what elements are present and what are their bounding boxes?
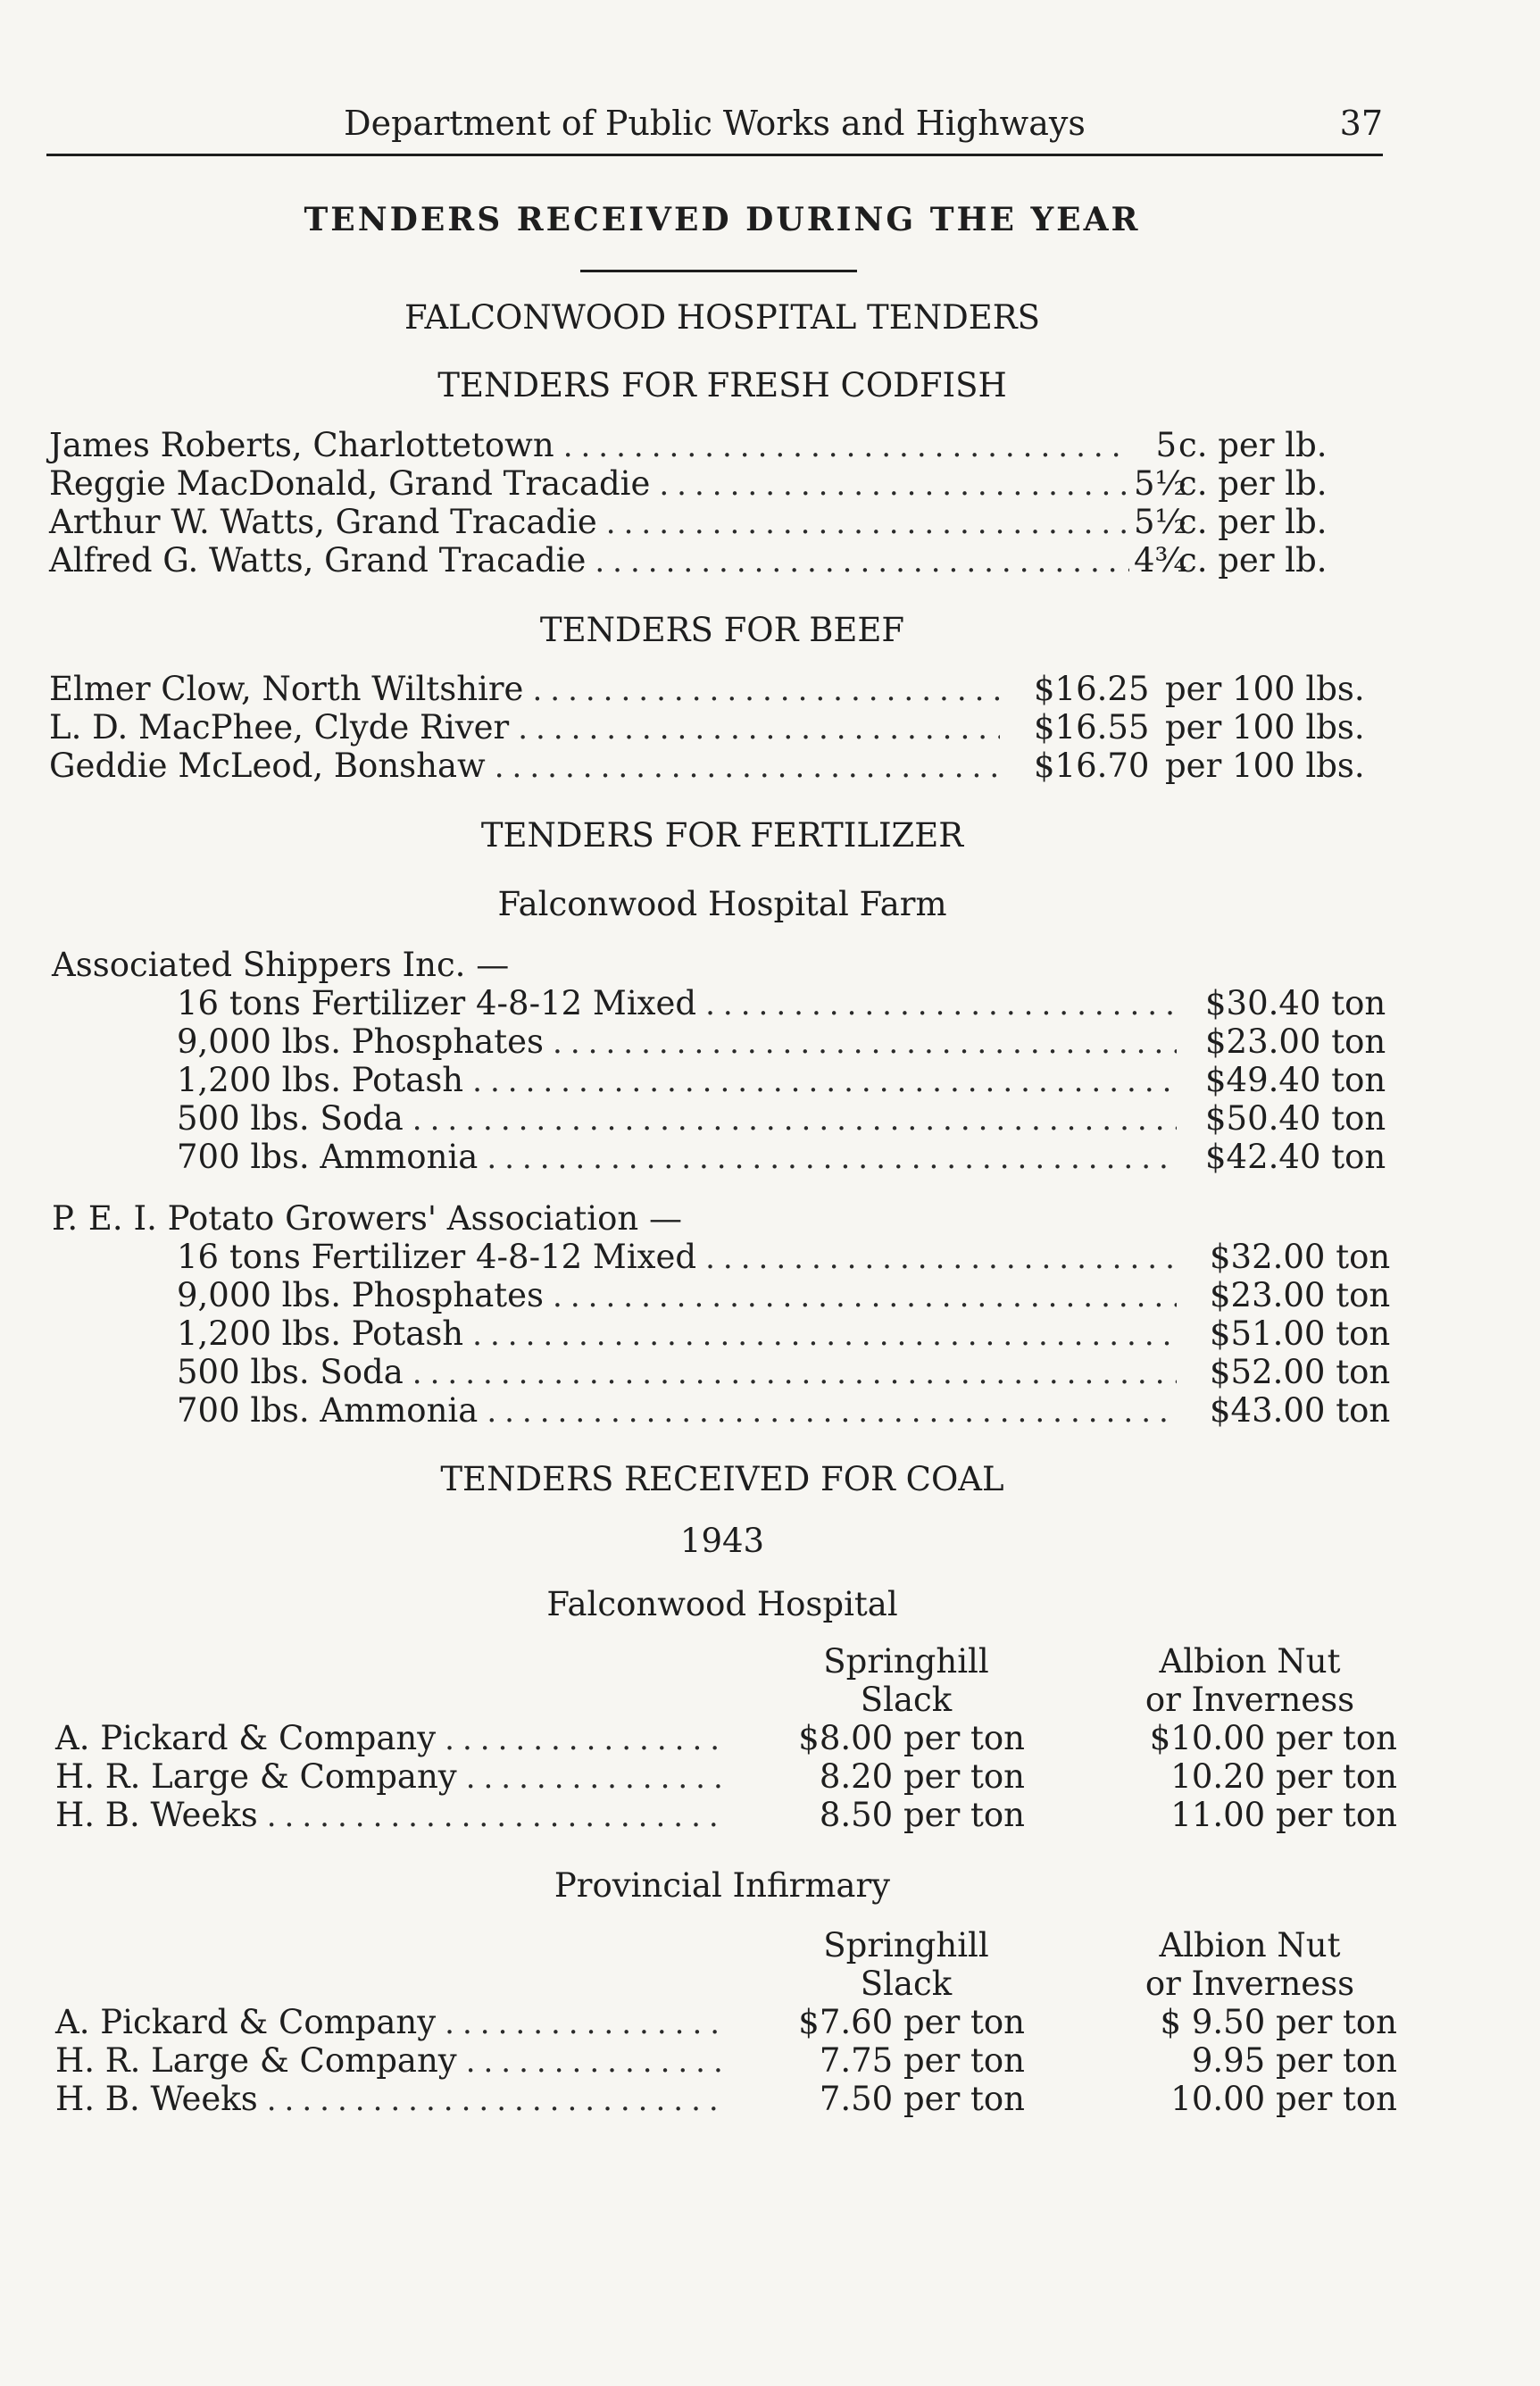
coal-row [55,2004,734,2042]
item-price: $42.40 ton [1205,1138,1386,1176]
coal-heading: TENDERS RECEIVED FOR COAL [440,1460,1004,1498]
dot-leader [495,748,1000,786]
item-price: $23.00 ton [1210,1276,1391,1314]
tenderer-name: H. R. Large & Company [55,2041,457,2080]
albion-price: 9.95 per ton [1191,2041,1397,2080]
fertilizer-row [177,1139,1186,1177]
beef-unit: per 100 lbs. [1165,708,1365,747]
column-heading-springhill: Springhill [823,1926,989,1965]
dot-leader [267,2081,725,2119]
dot-leader [553,1024,1177,1062]
codfish-unit: c. per lb. [1178,503,1328,541]
codfish-amount: 4¾ [1134,541,1187,580]
beef-row [49,747,1009,786]
tenderer-name: Reggie MacDonald, Grand Tracadie [49,464,651,503]
albion-price: 10.20 per ton [1170,1757,1397,1796]
item-description: 700 lbs. Ammonia [177,1138,479,1176]
fertilizer-heading: TENDERS FOR FERTILIZER [480,816,964,855]
fertilizer-row [177,1062,1186,1100]
column-heading-albion: Albion Nut [1159,1926,1341,1965]
beef-row [49,671,1009,709]
item-price: $43.00 ton [1210,1391,1391,1430]
dot-leader [466,1759,725,1797]
tenderer-name: A. Pickard & Company [55,1719,437,1757]
fertilizer-row [177,1315,1186,1354]
beef-price: $16.55 [1034,708,1150,747]
tenderer-name: H. B. Weeks [55,1796,258,1834]
item-price: $30.40 ton [1205,984,1386,1022]
tenderer-name: H. R. Large & Company [55,1757,457,1796]
coal-row [55,2081,734,2119]
springhill-price: 7.75 per ton [819,2041,1025,2080]
codfish-row [49,427,1138,465]
tenderer-name: James Roberts, Charlottetown [49,426,554,464]
codfish-row [49,504,1138,542]
tenderer-name: A. Pickard & Company [55,2003,437,2041]
codfish-amount: 5½ [1134,464,1187,503]
item-price: $23.00 ton [1205,1022,1386,1061]
item-price: $52.00 ton [1210,1353,1391,1391]
dot-leader [606,505,1129,542]
codfish-amount: 5½ [1134,503,1187,541]
fertilizer-row [177,1100,1186,1139]
coal-row [55,1720,734,1758]
dot-leader [553,1278,1177,1315]
beef-unit: per 100 lbs. [1165,670,1365,708]
dot-leader [412,1101,1177,1139]
springhill-price: $8.00 per ton [798,1719,1025,1757]
section-subtitle: FALCONWOOD HOSPITAL TENDERS [404,298,1040,337]
fertilizer-row [177,1354,1186,1392]
running-title: Department of Public Works and Highways [344,104,1086,143]
codfish-unit: c. per lb. [1178,464,1328,503]
item-description: 500 lbs. Soda [177,1353,404,1391]
dot-leader [532,672,1000,709]
dot-leader [595,543,1129,580]
item-description: 9,000 lbs. Phosphates [177,1022,545,1061]
column-heading-springhill: Springhill [823,1642,989,1681]
fertilizer-row [177,1392,1186,1431]
item-description: 1,200 lbs. Potash [177,1314,464,1353]
springhill-price: 7.50 per ton [819,2080,1025,2118]
beef-unit: per 100 lbs. [1165,747,1365,785]
dot-leader [472,1063,1177,1100]
tenderer-name: Alfred G. Watts, Grand Tracadie [49,541,587,580]
dot-leader [412,1355,1177,1392]
tenderer-name: Arthur W. Watts, Grand Tracadie [49,503,597,541]
tenderer-name: H. B. Weeks [55,2080,258,2118]
title-rule [580,270,857,272]
dot-leader [659,466,1129,504]
item-price: $49.40 ton [1205,1061,1386,1099]
albion-price: 10.00 per ton [1170,2080,1397,2118]
coal-group-name: Provincial Infirmary [554,1866,891,1905]
item-description: 9,000 lbs. Phosphates [177,1276,545,1314]
column-heading-inverness: or Inverness [1145,1681,1355,1719]
item-description: 1,200 lbs. Potash [177,1061,464,1099]
coal-row [55,1797,734,1835]
beef-price: $16.25 [1034,670,1150,708]
dot-leader [705,986,1177,1023]
coal-group-name: Falconwood Hospital [546,1585,898,1623]
supplier-name: P. E. I. Potato Growers' Association — [52,1199,682,1238]
coal-year: 1943 [679,1522,765,1560]
codfish-row [49,465,1138,504]
coal-row [55,2042,734,2081]
page-header [46,100,1383,156]
dot-leader [705,1239,1177,1277]
fertilizer-row [177,1277,1186,1315]
albion-price: 11.00 per ton [1170,1796,1397,1834]
column-heading-inverness: or Inverness [1145,1965,1355,2003]
column-heading-slack: Slack [860,1965,953,2003]
page-number: 37 [1339,104,1383,143]
codfish-unit: c. per lb. [1178,541,1328,580]
column-heading-albion: Albion Nut [1159,1642,1341,1681]
codfish-unit: c. per lb. [1178,426,1328,464]
dot-leader [445,1721,725,1758]
item-description: 16 tons Fertilizer 4-8-12 Mixed [177,1238,697,1276]
beef-price: $16.70 [1034,747,1150,785]
dot-leader [563,428,1129,465]
codfish-amount: 5 [1155,426,1177,464]
dot-leader [487,1139,1177,1177]
tenderer-name: L. D. MacPhee, Clyde River [49,708,510,747]
springhill-price: 8.50 per ton [819,1796,1025,1834]
albion-price: $10.00 per ton [1149,1719,1397,1757]
fertilizer-subheading: Falconwood Hospital Farm [497,885,947,923]
fertilizer-row [177,985,1186,1023]
item-description: 16 tons Fertilizer 4-8-12 Mixed [177,984,697,1022]
dot-leader [487,1393,1177,1431]
codfish-heading: TENDERS FOR FRESH CODFISH [437,366,1007,405]
item-price: $51.00 ton [1210,1314,1391,1353]
dot-leader [466,2043,725,2081]
document-title: TENDERS RECEIVED DURING THE YEAR [304,201,1141,238]
tenderer-name: Elmer Clow, North Wiltshire [49,670,524,708]
albion-price: $ 9.50 per ton [1160,2003,1397,2041]
fertilizer-row [177,1239,1186,1277]
springhill-price: $7.60 per ton [798,2003,1025,2041]
item-price: $32.00 ton [1210,1238,1391,1276]
springhill-price: 8.20 per ton [819,1757,1025,1796]
beef-row [49,709,1009,747]
tenderer-name: Geddie McLeod, Bonshaw [49,747,486,785]
dot-leader [518,710,1000,747]
item-price: $50.40 ton [1205,1099,1386,1138]
column-heading-slack: Slack [860,1681,953,1719]
item-description: 700 lbs. Ammonia [177,1391,479,1430]
fertilizer-row [177,1023,1186,1062]
codfish-row [49,542,1138,580]
dot-leader [445,2005,725,2042]
beef-heading: TENDERS FOR BEEF [539,611,905,649]
dot-leader [267,1798,725,1835]
dot-leader [472,1316,1177,1354]
coal-row [55,1758,734,1797]
supplier-name: Associated Shippers Inc. — [52,946,510,984]
item-description: 500 lbs. Soda [177,1099,404,1138]
